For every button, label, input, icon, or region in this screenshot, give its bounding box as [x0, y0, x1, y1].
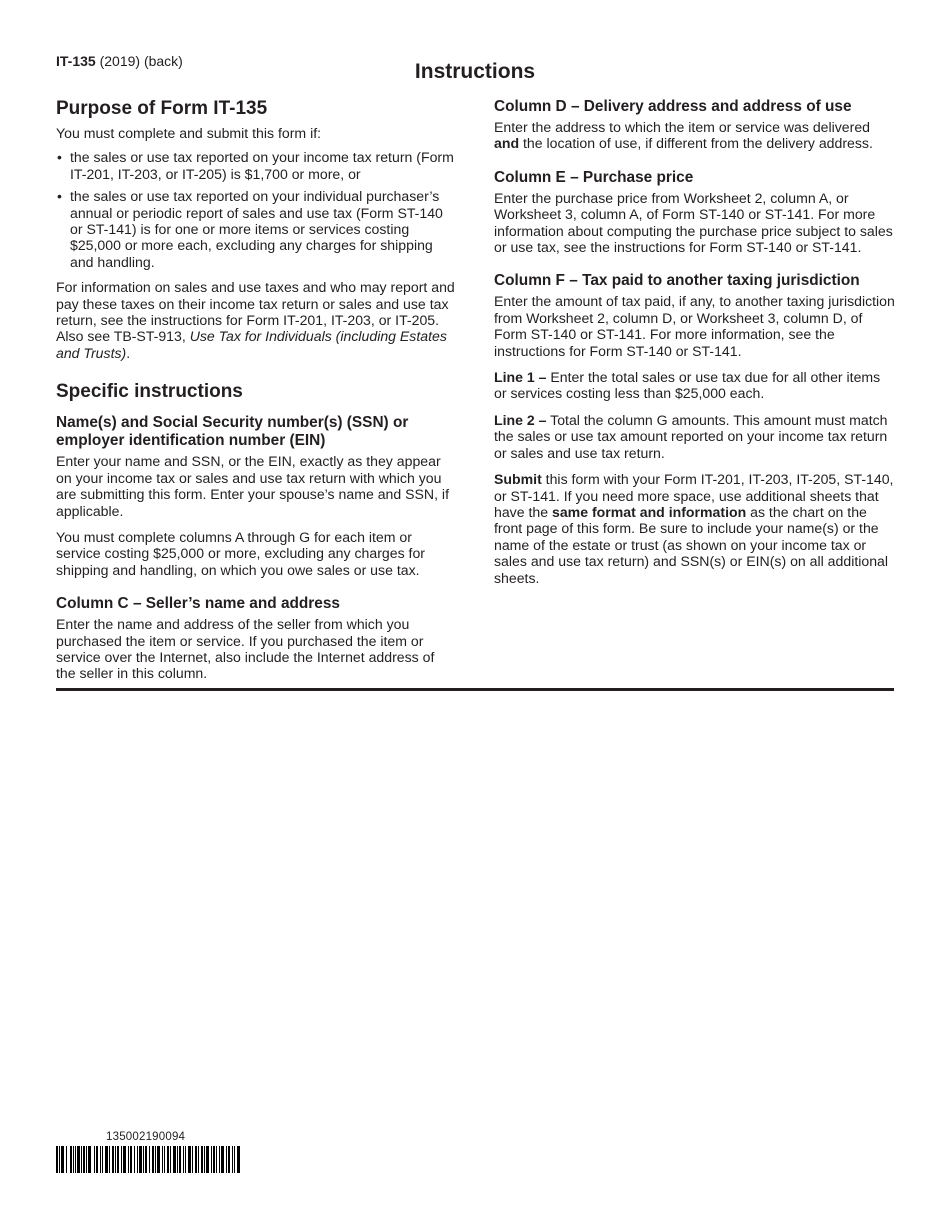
submit-text-1: this form with your Form IT-201, IT-203, IT-205, ST-140, or ST-141. If you need more space, use additional sheets that have the [494, 471, 894, 520]
column-e-text: Enter the purchase price from Worksheet 2, column A, or Worksheet 3, column A, of Form ST-140 or ST-141. For more information about computing the purchase price subject to sales or use tax, see the instructions for Form ST-140 or ST-141. [494, 189, 893, 256]
barcode [56, 1146, 240, 1173]
column-d-bold: and [494, 135, 520, 152]
form-year-side: (2019) (back) [95, 53, 183, 69]
purpose-bullet-list [56, 149, 456, 270]
section-divider [56, 688, 894, 691]
specific-instructions-heading: Specific instructions [56, 381, 243, 403]
line-1-label: Line 1 – [494, 369, 547, 386]
name-ssn-heading: Name(s) and Social Security number(s) (SSN) or employer identification number (EIN) [56, 414, 409, 450]
barcode-number: 135002190094 [106, 1131, 186, 1143]
column-d-text-end: the location of use, if different from the delivery address. [519, 135, 873, 152]
form-number: IT-135 [56, 53, 96, 69]
column-c-text: Enter the name and address of the seller from which you purchased the item or service. If you purchased the item or service over the Internet, also include the Internet address of the seller in this column. [56, 616, 435, 682]
submit-bold: same format and information [552, 503, 747, 520]
left-column [56, 98, 456, 682]
line-2-paragraph [494, 412, 896, 461]
submit-paragraph [494, 471, 896, 586]
purpose-intro: You must complete and submit this form if: [56, 125, 322, 141]
column-d-paragraph [494, 119, 896, 152]
column-f-text: Enter the amount of tax paid, if any, to another taxing jurisdiction from Worksheet 2, column D, or Worksheet 3, column D, of Form ST-140 or ST-141. For more information, see the instructions for Form ST-140 or ST-141. [494, 293, 895, 359]
line-1-paragraph [494, 369, 896, 402]
column-f-heading: Column F – Tax paid to another taxing jurisdiction [494, 272, 860, 290]
line-2-label: Line 2 – [494, 411, 547, 428]
line-1-text: Enter the total sales or use tax due for all other items or services costing less than $25,000 each. [494, 369, 881, 402]
page-title: Instructions [414, 60, 536, 83]
submit-text-2: as the chart on the front page of this form. Be sure to include your name(s) or the name of the estate or trust (as shown on your income tax or sales and use tax return) and SSN(s) or EIN(s) on all additional sheets. [494, 503, 889, 586]
purpose-bullet-item: • the sales or use tax reported on your income tax return (Form IT-201, IT-203, or IT-205) is $1,700 or more, or [56, 149, 456, 182]
purpose-info-text: For information on sales and use taxes and who may report and pay these taxes on their income tax return or sales and use tax return, see the instructions for Form IT-201, IT-203, or IT-205. Also see TB-ST-913, [56, 279, 455, 345]
column-e-heading: Column E – Purchase price [494, 168, 694, 186]
submit-label: Submit [494, 471, 542, 488]
line-2-text: Total the column G amounts. This amount must match the sales or use tax amount reported on your income tax return or sales and use tax return. [494, 411, 888, 461]
purpose-bullet-item: • the sales or use tax reported on your individual purchaser’s annual or periodic report of sales and use tax (Form ST-140 or ST-141) is for one or more items or services costing $25,000 or more each, excluding any charges for shipping and handling. [56, 188, 456, 270]
name-ssn-text: Enter your name and SSN, or the EIN, exactly as they appear on your income tax or sales and use tax return with which you are submitting this form. Enter your spouse’s name and SSN, if applicable. [56, 453, 449, 519]
column-c-heading: Column C – Seller’s name and address [56, 595, 340, 613]
publication-title: Use Tax for Individuals (including Estates and Trusts) [56, 328, 447, 361]
column-d-text-start: Enter the address to which the item or service was delivered [494, 119, 871, 135]
purpose-heading: Purpose of Form IT-135 [56, 98, 268, 119]
column-d-heading: Column D – Delivery address and address of use [494, 98, 852, 115]
purpose-info-paragraph [56, 279, 456, 361]
right-column [494, 98, 896, 586]
purpose-info-end: . [126, 344, 131, 361]
columns-requirement-text: You must complete columns A through G for each item or service costing $25,000 or more, excluding any charges for shipping and handling, on which you owe sales or use tax. [56, 528, 425, 578]
